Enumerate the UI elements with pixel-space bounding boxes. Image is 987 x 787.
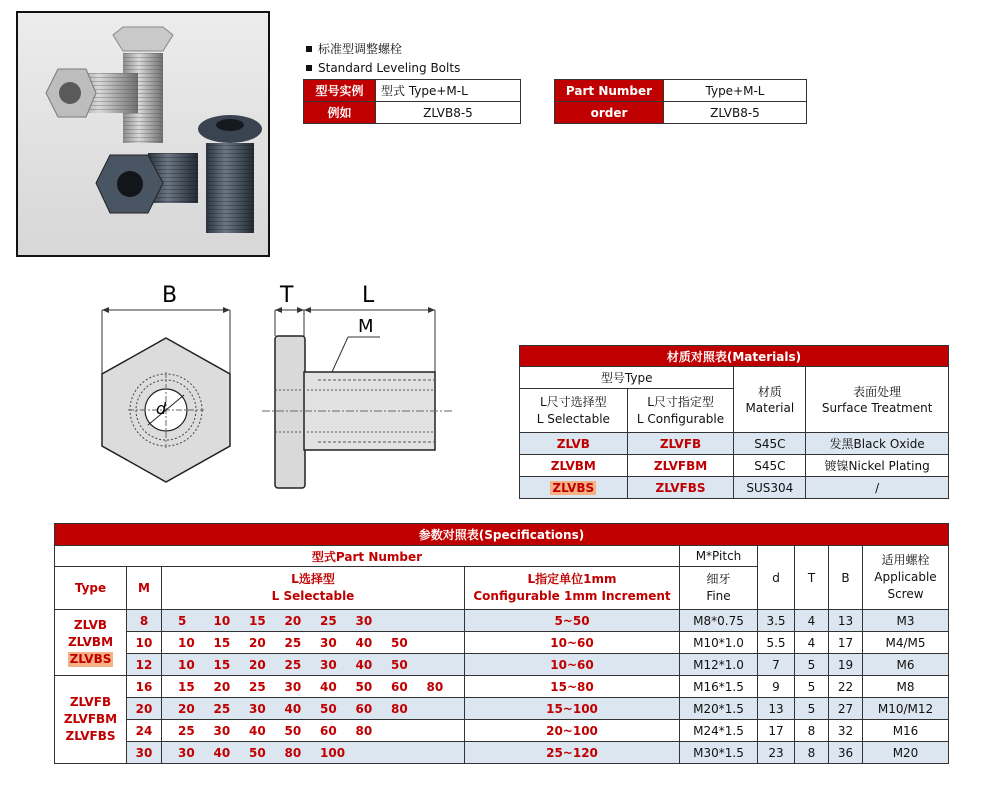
spec-l-value: 15 bbox=[213, 657, 231, 672]
spec-l-select bbox=[162, 610, 465, 632]
spec-d: 17 bbox=[758, 720, 795, 742]
bullet-icon bbox=[306, 65, 312, 71]
spec-l-value: 50 bbox=[355, 679, 373, 694]
spec-l-range: 5~50 bbox=[465, 610, 680, 632]
spec-row bbox=[55, 632, 949, 654]
spec-pitch: M12*1.0 bbox=[680, 654, 758, 676]
spec-row bbox=[55, 698, 949, 720]
spec-t: 4 bbox=[795, 610, 829, 632]
spec-l-range: 15~80 bbox=[465, 676, 680, 698]
spec-l-value: 10 bbox=[178, 657, 195, 672]
materials-selectable-highlight: ZLVBS bbox=[552, 480, 595, 495]
label-M: M bbox=[358, 316, 374, 337]
specs-pitch: M*Pitch bbox=[680, 546, 758, 567]
materials-selectable bbox=[520, 477, 628, 499]
spec-screw: M3 bbox=[863, 610, 949, 632]
spec-pitch: M24*1.5 bbox=[680, 720, 758, 742]
spec-pitch: M16*1.5 bbox=[680, 676, 758, 698]
title-cn bbox=[306, 40, 402, 57]
spec-l-value: 40 bbox=[320, 679, 337, 694]
spec-t: 5 bbox=[795, 654, 829, 676]
specs-col-l-select: L选择型 L Selectable bbox=[162, 567, 465, 610]
spec-l-value: 10 bbox=[178, 635, 195, 650]
bolts-photo-illustration bbox=[18, 13, 268, 255]
spec-l-select bbox=[162, 720, 465, 742]
bullet-icon bbox=[306, 46, 312, 52]
spec-l-value: 25 bbox=[249, 679, 266, 694]
spec-row bbox=[55, 720, 949, 742]
spec-row bbox=[55, 676, 949, 698]
spec-l-value: 40 bbox=[213, 745, 231, 760]
materials-configurable: ZLVFBM bbox=[627, 455, 734, 477]
spec-l-value: 40 bbox=[355, 657, 373, 672]
spec-pitch: M20*1.5 bbox=[680, 698, 758, 720]
spec-b: 36 bbox=[829, 742, 863, 764]
materials-table bbox=[519, 345, 949, 499]
spec-t: 4 bbox=[795, 632, 829, 654]
arrow-icon bbox=[297, 307, 304, 313]
arrow-icon bbox=[102, 307, 109, 313]
spec-screw: M6 bbox=[863, 654, 949, 676]
spec-l-value: 10 bbox=[213, 613, 231, 628]
specs-col-l-config: L指定单位1mm Configurable 1mm Increment bbox=[465, 567, 680, 610]
type-name: ZLVFB bbox=[69, 695, 112, 709]
spec-l-value: 30 bbox=[355, 613, 373, 628]
type-name: ZLVBM bbox=[67, 635, 114, 649]
spec-row bbox=[55, 654, 949, 676]
label-T: T bbox=[280, 283, 294, 308]
spec-l-value: 20 bbox=[213, 679, 231, 694]
arrow-icon bbox=[223, 307, 230, 313]
spec-l-value: 15 bbox=[213, 635, 231, 650]
arrow-icon bbox=[428, 307, 435, 313]
spec-l-value: 20 bbox=[284, 613, 302, 628]
arrow-icon bbox=[304, 307, 311, 313]
spec-l-value: 80 bbox=[284, 745, 302, 760]
materials-row bbox=[520, 455, 949, 477]
materials-surface: 镀镍Nickel Plating bbox=[806, 455, 949, 477]
specs-title: 参数对照表(Specifications) bbox=[55, 524, 949, 546]
spec-l-value: 50 bbox=[391, 657, 408, 672]
materials-material: S45C bbox=[734, 455, 806, 477]
spec-b: 32 bbox=[829, 720, 863, 742]
type-name: ZLVBS bbox=[69, 652, 112, 666]
spec-l-value: 5 bbox=[178, 613, 187, 628]
spec-l-value: 25 bbox=[284, 657, 302, 672]
spec-t: 5 bbox=[795, 698, 829, 720]
spec-d: 3.5 bbox=[758, 610, 795, 632]
spec-l-value: 15 bbox=[249, 613, 266, 628]
spec-l-value: 20 bbox=[249, 635, 266, 650]
spec-l-value: 30 bbox=[284, 679, 302, 694]
materials-row bbox=[520, 477, 949, 499]
example-table-cn bbox=[303, 79, 521, 124]
spec-screw: M10/M12 bbox=[863, 698, 949, 720]
materials-surface: 发黑Black Oxide bbox=[806, 433, 949, 455]
spec-l-range: 15~100 bbox=[465, 698, 680, 720]
spec-l-value: 25 bbox=[320, 613, 337, 628]
specs-col-b: B bbox=[829, 546, 863, 610]
spec-l-value: 80 bbox=[355, 723, 373, 738]
spec-l-value: 50 bbox=[284, 723, 302, 738]
specs-col-fine: 细牙 Fine bbox=[680, 567, 758, 610]
spec-d: 5.5 bbox=[758, 632, 795, 654]
spec-l-value: 40 bbox=[355, 635, 373, 650]
example-cn-label-2: 例如 bbox=[304, 102, 376, 124]
spec-l-value: 60 bbox=[355, 701, 373, 716]
spec-l-value: 50 bbox=[249, 745, 266, 760]
materials-configurable: ZLVFB bbox=[627, 433, 734, 455]
spec-row bbox=[55, 610, 949, 632]
technical-drawing bbox=[92, 280, 462, 500]
spec-l-value: 30 bbox=[320, 657, 337, 672]
materials-material: S45C bbox=[734, 433, 806, 455]
spec-pitch: M8*0.75 bbox=[680, 610, 758, 632]
spec-m: 24 bbox=[127, 720, 162, 742]
spec-t: 8 bbox=[795, 720, 829, 742]
leader-line bbox=[332, 337, 348, 372]
specs-part-number: 型式Part Number bbox=[55, 546, 680, 567]
spec-l-value: 80 bbox=[426, 679, 444, 694]
product-photo bbox=[16, 11, 270, 257]
specs-col-screw: 适用螺栓 Applicable Screw bbox=[863, 546, 949, 610]
spec-l-value: 60 bbox=[391, 679, 408, 694]
specs-col-d: d bbox=[758, 546, 795, 610]
example-en-label-1: Part Number bbox=[555, 80, 664, 102]
materials-col-surface: 表面处理 Surface Treatment bbox=[806, 367, 949, 433]
specs-col-m: M bbox=[127, 567, 162, 610]
example-en-value-2: ZLVB8-5 bbox=[664, 102, 807, 124]
spec-l-value: 40 bbox=[284, 701, 302, 716]
specs-body bbox=[55, 610, 949, 764]
spec-l-select bbox=[162, 698, 465, 720]
type-name: ZLVFBS bbox=[65, 729, 116, 743]
specs-col-t: T bbox=[795, 546, 829, 610]
spec-screw: M8 bbox=[863, 676, 949, 698]
spec-m: 12 bbox=[127, 654, 162, 676]
spec-screw: M16 bbox=[863, 720, 949, 742]
spec-l-value: 15 bbox=[178, 679, 195, 694]
spec-l-value: 25 bbox=[284, 635, 302, 650]
spec-l-value: 30 bbox=[249, 701, 266, 716]
bolt-head-side bbox=[275, 336, 305, 488]
specs-table bbox=[54, 523, 949, 764]
example-cn-label-1: 型号实例 bbox=[304, 80, 376, 102]
materials-col-configurable: L尺寸指定型 L Configurable bbox=[627, 389, 734, 433]
label-L: L bbox=[362, 283, 375, 308]
spec-l-value: 100 bbox=[320, 745, 346, 760]
spec-l-value: 50 bbox=[391, 635, 408, 650]
spec-b: 19 bbox=[829, 654, 863, 676]
example-en-label-2: order bbox=[555, 102, 664, 124]
materials-col-selectable: L尺寸选择型 L Selectable bbox=[520, 389, 628, 433]
title-en-text: Standard Leveling Bolts bbox=[318, 61, 461, 75]
spec-screw: M4/M5 bbox=[863, 632, 949, 654]
spec-t: 5 bbox=[795, 676, 829, 698]
example-en-value-1: Type+M-L bbox=[664, 80, 807, 102]
materials-selectable: ZLVB bbox=[520, 433, 628, 455]
spec-l-value: 25 bbox=[213, 701, 231, 716]
spec-l-value: 50 bbox=[320, 701, 337, 716]
label-B: B bbox=[162, 283, 178, 308]
example-cn-value-2: ZLVB8-5 bbox=[376, 102, 521, 124]
spec-t: 8 bbox=[795, 742, 829, 764]
spec-screw: M20 bbox=[863, 742, 949, 764]
materials-row bbox=[520, 433, 949, 455]
spec-l-select bbox=[162, 676, 465, 698]
example-cn-value-1: 型式 Type+M-L bbox=[376, 80, 521, 102]
spec-d: 9 bbox=[758, 676, 795, 698]
spec-m: 20 bbox=[127, 698, 162, 720]
spec-m: 30 bbox=[127, 742, 162, 764]
spec-l-range: 10~60 bbox=[465, 654, 680, 676]
materials-configurable: ZLVFBS bbox=[627, 477, 734, 499]
materials-col-material: 材质 Material bbox=[734, 367, 806, 433]
spec-b: 22 bbox=[829, 676, 863, 698]
spec-l-value: 30 bbox=[320, 635, 337, 650]
spec-l-value: 30 bbox=[178, 745, 195, 760]
spec-l-value: 30 bbox=[213, 723, 231, 738]
type-group-selectable bbox=[55, 610, 127, 676]
type-group-configurable bbox=[55, 676, 127, 764]
spec-m: 16 bbox=[127, 676, 162, 698]
spec-l-value: 20 bbox=[249, 657, 266, 672]
spec-pitch: M30*1.5 bbox=[680, 742, 758, 764]
type-name: ZLVFBM bbox=[63, 712, 118, 726]
spec-l-select bbox=[162, 742, 465, 764]
spec-l-value: 40 bbox=[249, 723, 266, 738]
materials-title: 材质对照表(Materials) bbox=[520, 346, 949, 367]
spec-m: 8 bbox=[127, 610, 162, 632]
spec-l-select bbox=[162, 632, 465, 654]
title-cn-text: 标准型调整螺栓 bbox=[318, 42, 403, 56]
materials-col-type: 型号Type bbox=[520, 367, 734, 389]
spec-pitch: M10*1.0 bbox=[680, 632, 758, 654]
spec-d: 7 bbox=[758, 654, 795, 676]
spec-l-select bbox=[162, 654, 465, 676]
spec-l-range: 20~100 bbox=[465, 720, 680, 742]
spec-l-value: 20 bbox=[178, 701, 195, 716]
spec-b: 17 bbox=[829, 632, 863, 654]
spec-b: 27 bbox=[829, 698, 863, 720]
spec-row bbox=[55, 742, 949, 764]
specs-col-type: Type bbox=[55, 567, 127, 610]
spec-d: 23 bbox=[758, 742, 795, 764]
spec-b: 13 bbox=[829, 610, 863, 632]
example-table-en bbox=[554, 79, 807, 124]
spec-l-range: 25~120 bbox=[465, 742, 680, 764]
materials-selectable: ZLVBM bbox=[520, 455, 628, 477]
materials-material: SUS304 bbox=[734, 477, 806, 499]
spec-l-range: 10~60 bbox=[465, 632, 680, 654]
title-en bbox=[306, 61, 460, 75]
label-d: d bbox=[156, 399, 167, 418]
spec-l-value: 25 bbox=[178, 723, 195, 738]
spec-m: 10 bbox=[127, 632, 162, 654]
materials-surface: / bbox=[806, 477, 949, 499]
spec-l-value: 60 bbox=[320, 723, 337, 738]
spec-l-value: 80 bbox=[391, 701, 408, 716]
spec-d: 13 bbox=[758, 698, 795, 720]
type-name: ZLVB bbox=[73, 618, 108, 632]
